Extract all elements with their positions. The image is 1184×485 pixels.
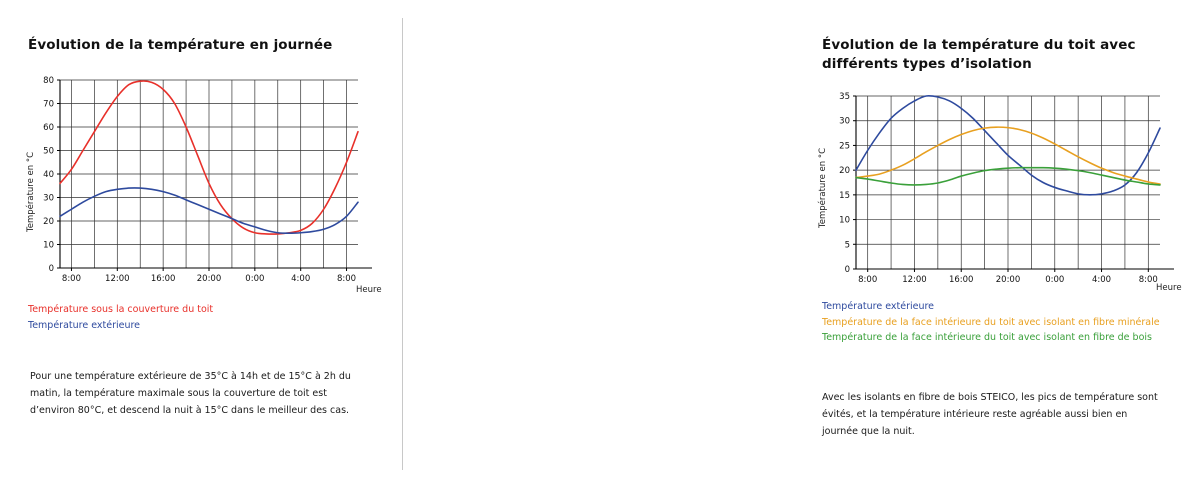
svg-text:50: 50	[43, 146, 54, 157]
svg-text:4:00: 4:00	[1091, 275, 1112, 285]
svg-text:0: 0	[844, 265, 850, 275]
svg-text:40: 40	[43, 170, 54, 180]
svg-text:15: 15	[839, 190, 850, 201]
svg-text:25: 25	[839, 141, 850, 152]
svg-text:30: 30	[43, 193, 54, 204]
svg-text:70: 70	[43, 99, 54, 110]
legend-item: Température de la face intérieure du toit avec isolant en fibre de bois	[822, 332, 1152, 343]
svg-text:8:00: 8:00	[336, 274, 357, 284]
svg-text:8:00: 8:00	[61, 274, 82, 284]
right-panel	[400, 0, 1182, 485]
svg-text:35: 35	[839, 92, 850, 102]
right-x-axis-label: Heure	[1156, 283, 1182, 293]
right-chart	[814, 88, 1184, 293]
left-y-axis-label: Température en °C	[26, 151, 36, 232]
svg-text:20:00: 20:00	[196, 274, 222, 284]
left-chart-svg	[20, 72, 380, 292]
svg-text:20:00: 20:00	[995, 275, 1021, 285]
left-x-axis-label: Heure	[356, 285, 382, 295]
legend-item: Température sous la couverture du toit	[28, 304, 214, 315]
svg-text:0:00: 0:00	[245, 274, 265, 284]
right-chart-title: Évolution de la température du toit avec différents types d’isolation	[822, 37, 1136, 72]
svg-text:12:00: 12:00	[105, 274, 130, 284]
legend-item: Température extérieure	[822, 301, 935, 312]
svg-text:80: 80	[43, 76, 54, 86]
svg-text:12:00: 12:00	[902, 275, 927, 285]
left-legend	[28, 303, 378, 334]
svg-text:20: 20	[43, 217, 54, 227]
svg-text:10: 10	[839, 215, 850, 226]
left-chart-title: Évolution de la température en journée	[28, 37, 333, 53]
legend-item: Température de la face intérieure du toit avec isolant en fibre minérale	[822, 316, 1160, 328]
svg-text:8:00: 8:00	[858, 275, 878, 285]
left-note-text: Pour une température extérieure de 35°C à 14h et de 15°C à 2h du matin, la température maximale sous la couverture de toit est d’environ 80°C, et descend la nuit à 15°C dans le meilleur des cas.	[30, 371, 351, 416]
svg-text:4:00: 4:00	[291, 274, 311, 284]
legend-item: Température extérieure	[28, 319, 141, 331]
svg-text:60: 60	[43, 123, 54, 133]
svg-text:0:00: 0:00	[1045, 275, 1065, 285]
svg-text:0: 0	[48, 264, 54, 274]
svg-text:5: 5	[844, 240, 850, 251]
left-chart	[20, 72, 380, 292]
svg-text:20: 20	[839, 166, 850, 177]
svg-text:30: 30	[839, 116, 850, 127]
svg-text:10: 10	[43, 240, 54, 251]
right-legend	[822, 300, 1172, 347]
svg-text:16:00: 16:00	[948, 275, 974, 285]
right-y-axis-label: Température en °C	[818, 147, 828, 228]
right-note-text: Avec les isolants en fibre de bois STEICO, les pics de température sont évités, et la température intérieure reste agréable aussi bien en journée que la nuit.	[822, 392, 1158, 437]
svg-text:16:00: 16:00	[150, 274, 176, 284]
right-chart-svg	[814, 88, 1184, 293]
svg-text:8:00: 8:00	[1138, 275, 1158, 285]
left-panel	[0, 0, 400, 485]
